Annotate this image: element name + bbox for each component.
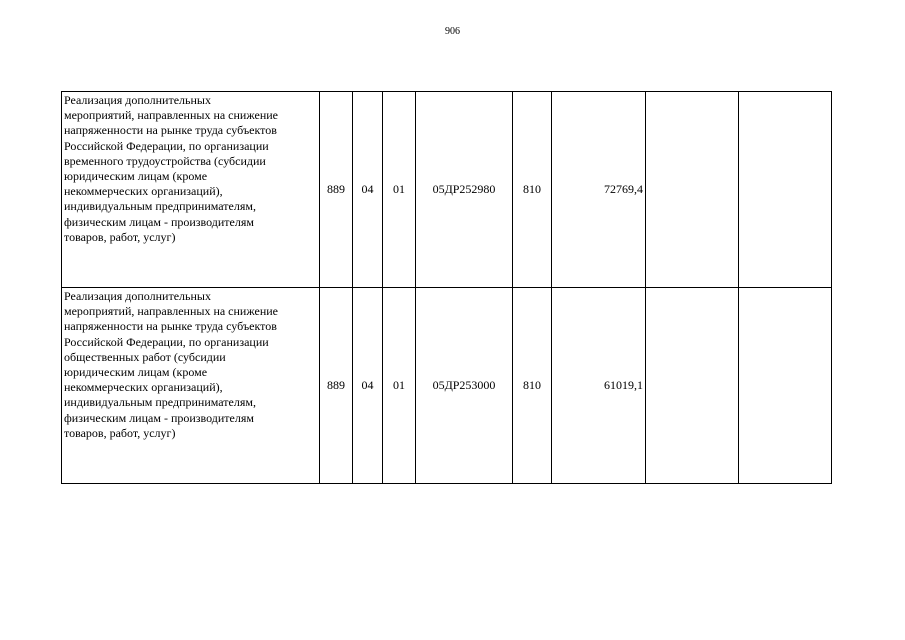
row-name-line: напряженности на рынке труда субъектов xyxy=(64,123,277,138)
row-name-line: физическим лицам - производителям xyxy=(64,214,254,229)
row-name-line: физическим лицам - производителям xyxy=(64,410,254,425)
row-name-cell xyxy=(62,288,320,484)
expense-type-cell: 810 xyxy=(513,288,552,484)
expense-type-cell: 810 xyxy=(513,92,552,288)
amount-cell: 61019,1 xyxy=(552,288,646,484)
row-name-line: напряженности на рынке труда субъектов xyxy=(64,319,277,334)
empty-cell xyxy=(646,288,739,484)
row-name-line: Реализация дополнительных xyxy=(64,289,211,303)
section-code-cell: 04 xyxy=(353,288,383,484)
section-code-cell: 04 xyxy=(353,92,383,288)
empty-cell xyxy=(739,288,832,484)
row-name-line: товаров, работ, услуг) xyxy=(64,425,176,440)
table-row xyxy=(62,92,832,288)
row-name-line: Реализация дополнительных xyxy=(64,93,211,107)
row-name-line: некоммерческих организаций), xyxy=(64,380,223,395)
ministry-code-cell: 889 xyxy=(320,288,353,484)
row-name-line: Российской Федерации, по организации xyxy=(64,334,269,349)
row-name-line: товаров, работ, услуг) xyxy=(64,229,176,244)
row-name-line: Российской Федерации, по организации xyxy=(64,138,269,153)
empty-cell xyxy=(646,92,739,288)
row-name-line: некоммерческих организаций), xyxy=(64,184,223,199)
row-name-line: мероприятий, направленных на снижение xyxy=(64,304,278,319)
row-name-line: временного трудоустройства (субсидии xyxy=(64,153,266,168)
ministry-code-cell: 889 xyxy=(320,92,353,288)
table-row xyxy=(62,288,832,484)
page-number: 906 xyxy=(445,26,460,37)
subsection-code-cell: 01 xyxy=(383,288,416,484)
budget-table xyxy=(61,91,832,484)
row-name-line: мероприятий, направленных на снижение xyxy=(64,108,278,123)
row-name-cell xyxy=(62,92,320,288)
row-name-line: юридическим лицам (кроме xyxy=(64,169,208,184)
subsection-code-cell: 01 xyxy=(383,92,416,288)
row-name-line: индивидуальным предпринимателям, xyxy=(64,199,256,214)
row-name-line: индивидуальным предпринимателям, xyxy=(64,395,256,410)
target-article-cell: 05ДР252980 xyxy=(416,92,513,288)
row-name-line: юридическим лицам (кроме xyxy=(64,365,208,380)
amount-cell: 72769,4 xyxy=(552,92,646,288)
target-article-cell: 05ДР253000 xyxy=(416,288,513,484)
empty-cell xyxy=(739,92,832,288)
row-name-line: общественных работ (субсидии xyxy=(64,349,226,364)
